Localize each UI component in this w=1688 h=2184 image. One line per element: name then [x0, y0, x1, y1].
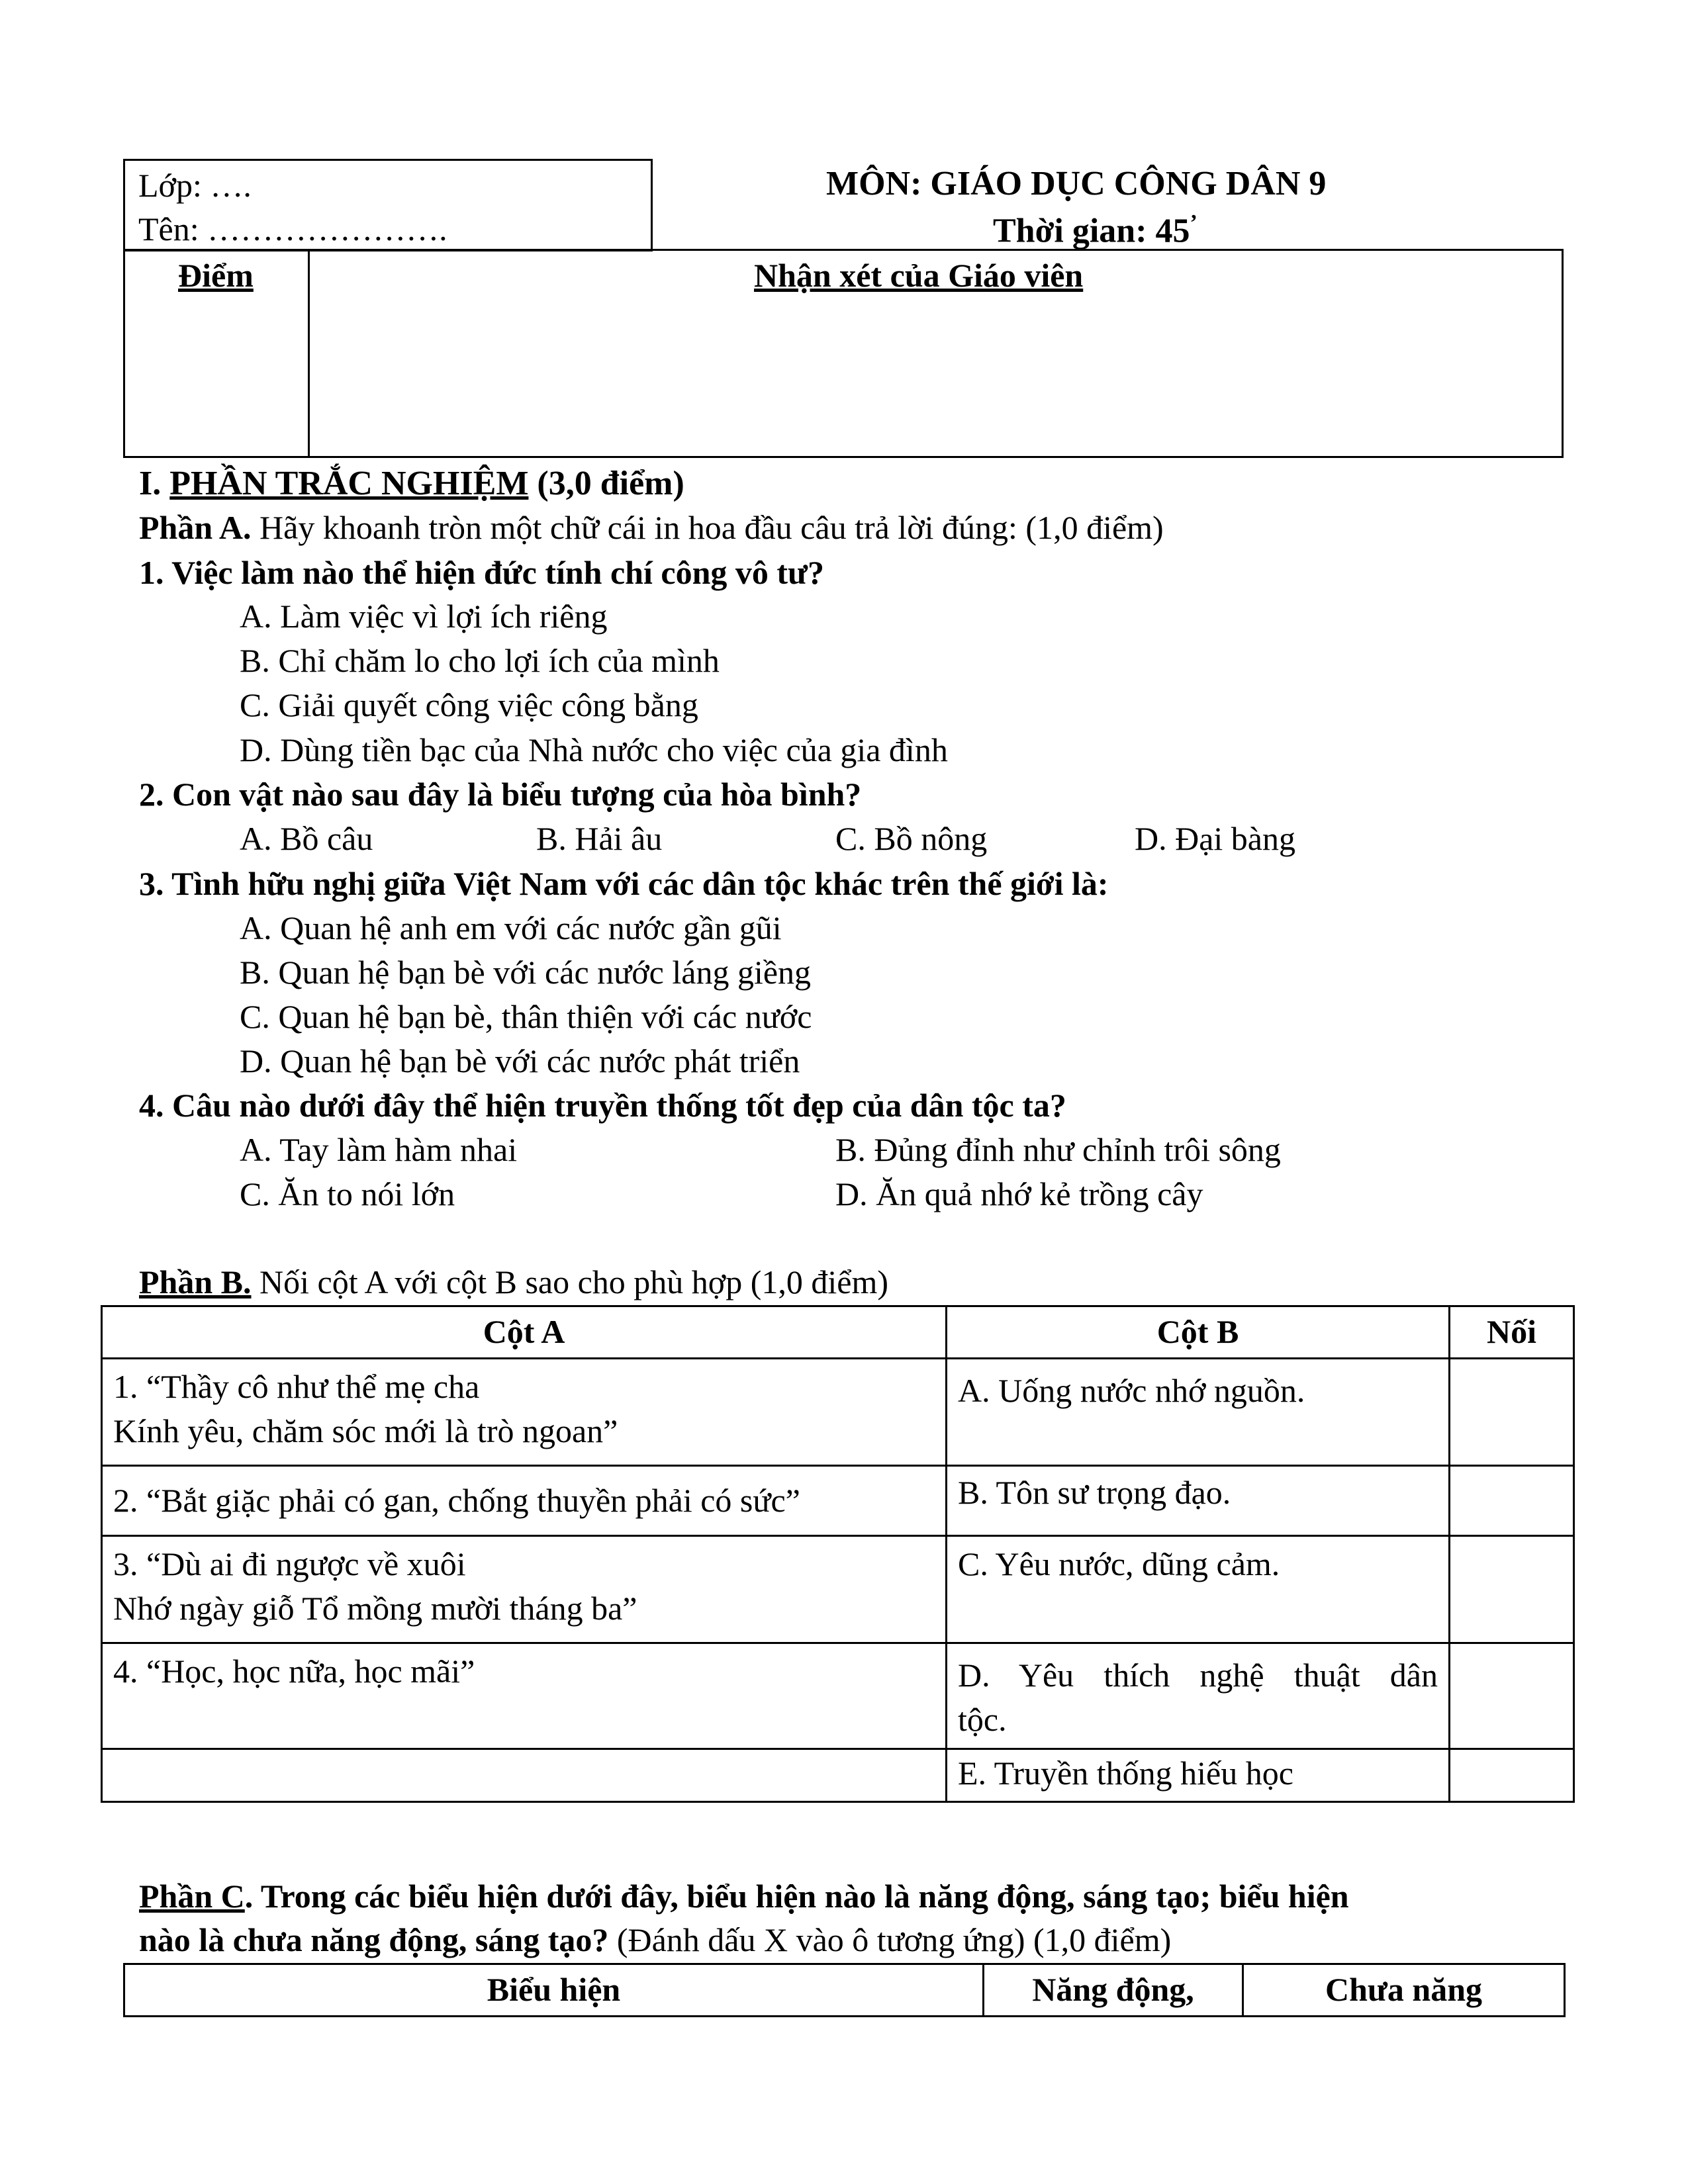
- q3-option-c[interactable]: C. Quan hệ bạn bè, thân thiện với các nước: [240, 998, 812, 1035]
- partA-instruction: Hãy khoanh tròn một chữ cái in hoa đầu câu trả lời đúng: (1,0 điểm): [251, 509, 1164, 546]
- class-label: Lớp: ….: [138, 167, 252, 204]
- time-mark: ’: [1190, 210, 1197, 235]
- section1-points: (3,0 điểm): [528, 465, 684, 502]
- partB-instruction: Nối cột A với cột B sao cho phù hợp (1,0 điểm): [251, 1263, 889, 1300]
- col-a-cell: [102, 1358, 947, 1465]
- section1-heading: [139, 467, 684, 501]
- table-row: [102, 1643, 1574, 1749]
- match-cell[interactable]: [1450, 1465, 1574, 1535]
- partA-label: Phần A.: [139, 509, 252, 546]
- header-not-dynamic: Chưa năng: [1243, 1964, 1565, 2017]
- col-b-text: tộc.: [958, 1701, 1007, 1738]
- q2-option-a[interactable]: A. Bồ câu: [240, 820, 373, 857]
- header-col-b: Cột B: [947, 1306, 1450, 1359]
- subject-title: MÔN: GIÁO DỤC CÔNG DÂN 9: [826, 165, 1327, 203]
- q3-option-b[interactable]: B. Quan hệ bạn bè với các nước láng giềng: [240, 954, 812, 991]
- col-b-text: B. Tôn sư trọng đạo.: [958, 1473, 1231, 1511]
- col-b-cell: [947, 1643, 1450, 1749]
- q1-question: 1. Việc làm nào thể hiện đức tính chí công vô tư?: [139, 554, 825, 591]
- col-b-cell: [947, 1358, 1450, 1465]
- q2-option-b[interactable]: B. Hải âu: [536, 820, 663, 857]
- col-a-cell: [102, 1535, 947, 1643]
- partB-heading: [139, 1265, 888, 1298]
- q1-option-d[interactable]: D. Dùng tiền bạc của Nhà nước cho việc của gia đình: [240, 731, 948, 768]
- q2-option-c[interactable]: C. Bồ nông: [835, 820, 988, 857]
- match-cell[interactable]: [1450, 1358, 1574, 1465]
- table-header-row: [102, 1306, 1574, 1359]
- q1-option-b[interactable]: B. Chỉ chăm lo cho lợi ích của mình: [240, 642, 720, 679]
- col-a-line: 3. “Dù ai đi ngược về xuôi: [113, 1545, 466, 1582]
- partC-instruction-1: . Trong các biểu hiện dưới đây, biểu hiện nào là năng động, sáng tạo; biểu hiện: [244, 1878, 1349, 1915]
- section1-title: PHẦN TRẮC NGHIỆM: [169, 465, 529, 502]
- header-dynamic: Năng động,: [984, 1964, 1243, 2017]
- col-a-cell: [102, 1749, 947, 1802]
- col-a-line: 2. “Bắt giặc phải có gan, chống thuyền phải có sức”: [113, 1481, 800, 1519]
- partB-label: Phần B.: [139, 1263, 252, 1300]
- match-cell[interactable]: [1450, 1535, 1574, 1643]
- col-a-line: 4. “Học, học nữa, học mãi”: [113, 1652, 475, 1690]
- q4-option-c[interactable]: C. Ăn to nói lớn: [240, 1175, 455, 1212]
- table-row: [102, 1535, 1574, 1643]
- col-b-text: D. Yêu thích nghệ thuật dân: [958, 1656, 1438, 1694]
- q2-option-d[interactable]: D. Đại bàng: [1135, 820, 1295, 857]
- q4-option-a[interactable]: A. Tay làm hàm nhai: [240, 1131, 518, 1168]
- q4-option-b[interactable]: B. Đủng đỉnh như chỉnh trôi sông: [835, 1131, 1281, 1168]
- match-cell[interactable]: [1450, 1749, 1574, 1802]
- table-row: [102, 1358, 1574, 1465]
- score-label: Điểm: [178, 257, 254, 294]
- teacher-comment-label: Nhận xét của Giáo viên: [754, 257, 1084, 294]
- col-b-text: C. Yêu nước, dũng cảm.: [958, 1545, 1280, 1582]
- grading-divider: [308, 251, 310, 456]
- col-a-line: 1. “Thầy cô như thể mẹ cha: [113, 1367, 480, 1405]
- match-cell[interactable]: [1450, 1643, 1574, 1749]
- name-label: Tên: ………………….: [138, 210, 447, 248]
- col-a-cell: [102, 1465, 947, 1535]
- header-expression: Biểu hiện: [124, 1964, 984, 2017]
- col-a-cell: [102, 1643, 947, 1749]
- q4-option-d[interactable]: D. Ăn quả nhớ kẻ trồng cây: [835, 1175, 1203, 1212]
- col-b-cell: [947, 1749, 1450, 1802]
- grading-box: [123, 249, 1564, 458]
- col-b-cell: [947, 1465, 1450, 1535]
- q3-option-d[interactable]: D. Quan hệ bạn bè với các nước phát triển: [240, 1042, 800, 1079]
- partC-table: [123, 1963, 1566, 2017]
- q4-question: 4. Câu nào dưới đây thể hiện truyền thống tốt đẹp của dân tộc ta?: [139, 1087, 1066, 1124]
- col-a-line: Kính yêu, chăm sóc mới là trò ngoan”: [113, 1412, 618, 1449]
- col-b-text: A. Uống nước nhớ nguồn.: [958, 1371, 1305, 1409]
- partC-instruction-2: nào là chưa năng động, sáng tạo?: [139, 1921, 609, 1958]
- col-b-text: E. Truyền thống hiếu học: [958, 1754, 1293, 1792]
- col-b-cell: [947, 1535, 1450, 1643]
- q3-option-a[interactable]: A. Quan hệ anh em với các nước gần gũi: [240, 909, 782, 946]
- time-label: [993, 212, 1197, 248]
- class-name-box: [123, 159, 653, 251]
- table-header-row: [124, 1964, 1565, 2017]
- q3-question: 3. Tình hữu nghị giữa Việt Nam với các dân tộc khác trên thế giới là:: [139, 865, 1109, 902]
- partC-heading-line2: [139, 1923, 1171, 1956]
- q1-option-c[interactable]: C. Giải quyết công việc công bằng: [240, 686, 698, 723]
- time-value: Thời gian: 45: [993, 212, 1190, 250]
- table-row: [102, 1749, 1574, 1802]
- col-a-line: Nhớ ngày giỗ Tổ mồng mười tháng ba”: [113, 1590, 637, 1627]
- q1-option-a[interactable]: A. Làm việc vì lợi ích riêng: [240, 598, 608, 635]
- header-col-match: Nối: [1450, 1306, 1574, 1359]
- table-row: [102, 1465, 1574, 1535]
- matching-table: [101, 1305, 1575, 1803]
- header-col-a: Cột A: [102, 1306, 947, 1359]
- q2-question: 2. Con vật nào sau đây là biểu tượng của hòa bình?: [139, 776, 862, 813]
- partC-instruction-3: (Đánh dấu X vào ô tương ứng) (1,0 điểm): [608, 1921, 1172, 1958]
- section1-prefix: I.: [139, 465, 170, 502]
- partA-heading: [139, 511, 1164, 544]
- partC-heading-line1: [139, 1880, 1349, 1913]
- partC-label: Phần C: [139, 1878, 245, 1915]
